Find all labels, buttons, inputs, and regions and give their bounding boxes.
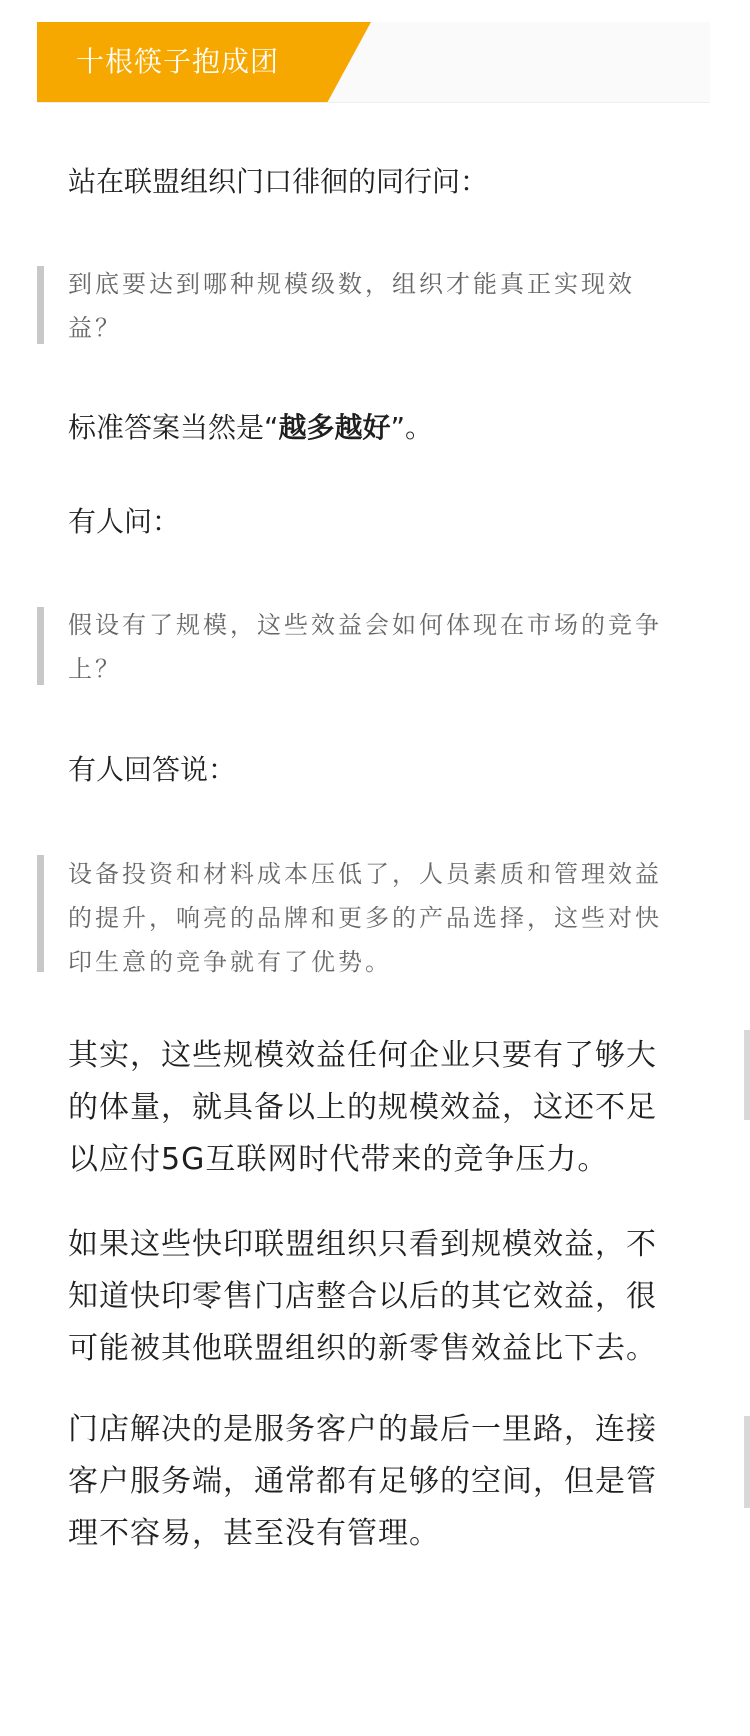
blockquote-2 [37,607,717,685]
paragraph-line: 门店解决的是服务客户的最后一里路，连接 [68,1412,657,1447]
blockquote-line: 印生意的竞争就有了优势。 [68,948,392,976]
paragraph-someone-asks: 有人问： [68,505,181,538]
blockquote-line: 益？ [68,314,122,342]
answer-emphasis: 越多越好 [278,411,391,444]
paragraph-line: 可能被其他联盟组织的新零售效益比下去。 [68,1331,657,1366]
scroll-indicator[interactable] [744,1030,750,1120]
blockquote-1-text [68,262,717,350]
paragraph-someone-answers: 有人回答说： [68,753,237,786]
blockquote-line: 上？ [68,655,122,683]
blockquote-line: 设备投资和材料成本压低了，人员素质和管理效益 [68,860,662,888]
paragraph-scale-benefits [68,1030,688,1186]
section-header-title: 十根筷子抱成团 [76,45,280,78]
paragraph-line: 如果这些快印联盟组织只看到规模效益，不 [68,1227,657,1262]
paragraph-line: 知道快印零售门店整合以后的其它效益，很 [68,1279,657,1314]
blockquote-1 [37,266,717,344]
blockquote-3 [37,855,717,976]
paragraph-question-intro: 站在联盟组织门口徘徊的同行问： [68,165,489,198]
paragraph-alliance-warning [68,1219,688,1375]
paragraph-line: 以应付5G互联网时代带来的竞争压力。 [68,1142,609,1177]
blockquote-3-text [68,852,717,984]
blockquote-2-text [68,603,717,691]
paragraph-standard-answer [68,408,688,448]
answer-text-after: ”。 [390,411,434,444]
paragraph-store-last-mile [68,1404,688,1560]
paragraph-line: 其实，这些规模效益任何企业只要有了够大 [68,1038,657,1073]
paragraph-line: 客户服务端，通常都有足够的空间，但是管 [68,1464,657,1499]
paragraph-line: 的体量，就具备以上的规模效益，这还不足 [68,1090,657,1125]
paragraph-line: 理不容易，甚至没有管理。 [68,1516,440,1551]
answer-text-before: 标准答案当然是“ [68,411,279,444]
blockquote-line: 到底要达到哪种规模级数，组织才能真正实现效 [68,270,635,298]
blockquote-line: 假设有了规模，这些效益会如何体现在市场的竞争 [68,611,662,639]
scroll-indicator[interactable] [744,1416,750,1508]
blockquote-line: 的提升，响亮的品牌和更多的产品选择，这些对快 [68,904,662,932]
